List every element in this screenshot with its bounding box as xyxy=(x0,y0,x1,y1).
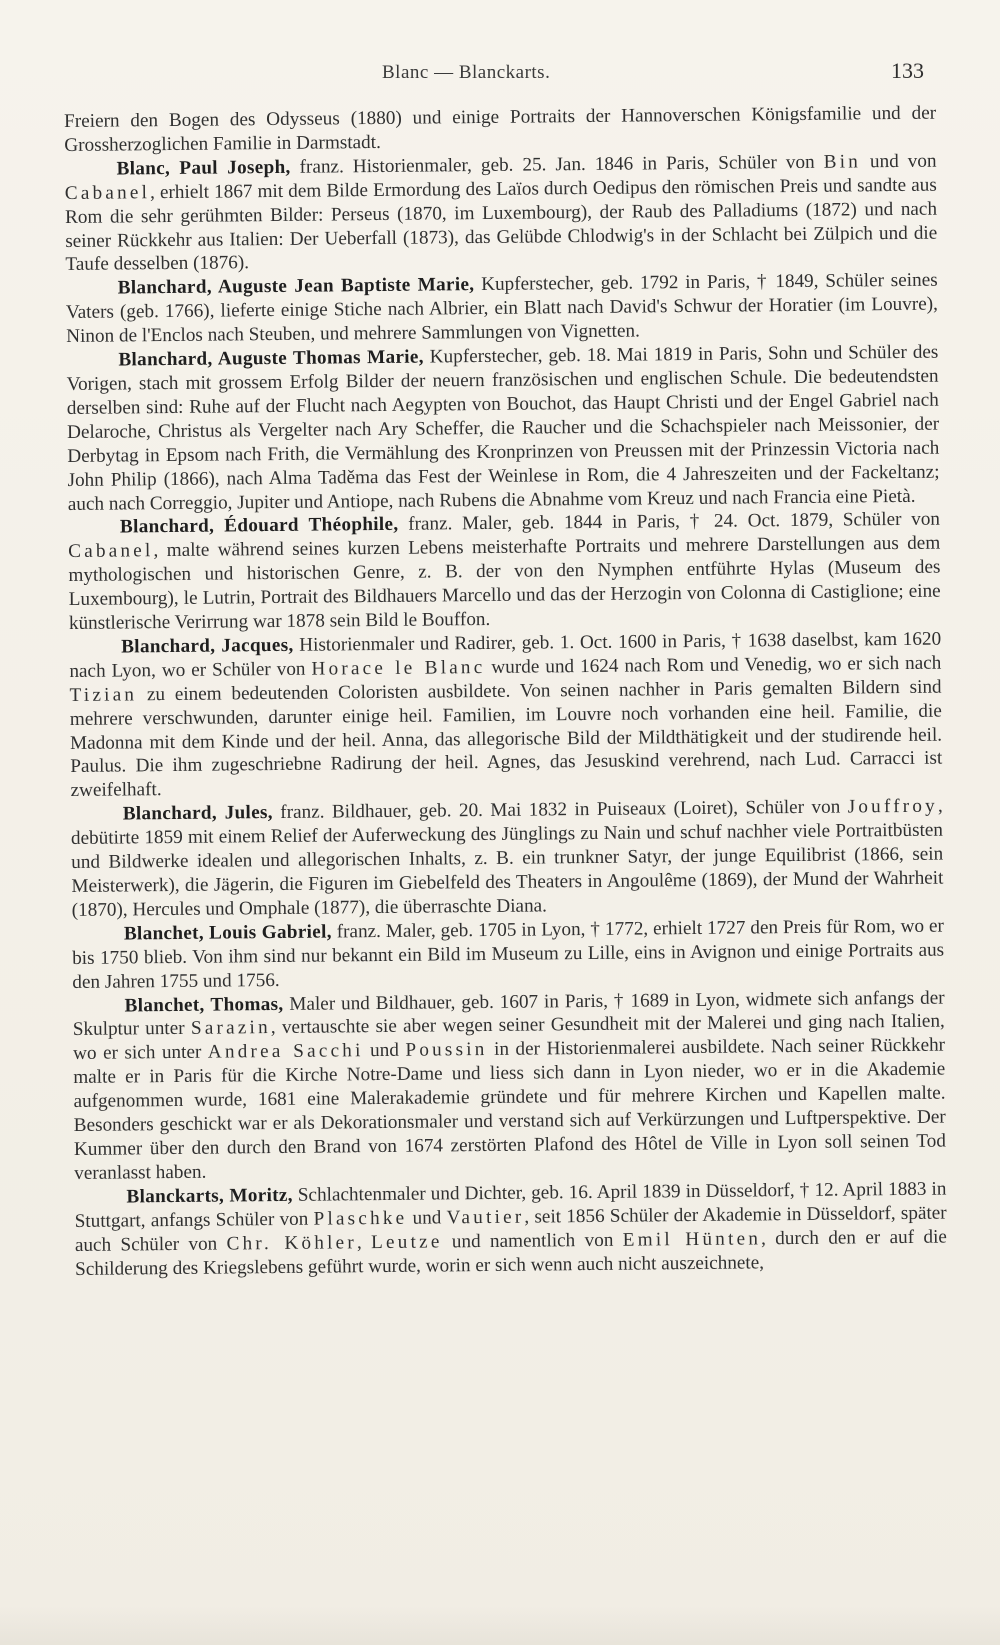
running-title: Blanc — Blanckarts. xyxy=(382,62,551,83)
entry-name: Blanchet, Thomas, xyxy=(124,993,284,1016)
entry-text: franz. Historienmaler, geb. 25. Jan. 1846 in Paris, Schüler von xyxy=(290,151,824,178)
entry-text: , durch den er auf die Schilderung des Kriegslebens geführt wurde, worin er sich wenn auch nicht auszeichnete, xyxy=(75,1226,947,1280)
entry-text: wurde und 1624 nach Rom und Venedig, wo er sich nach xyxy=(485,652,942,678)
entry-text: und xyxy=(407,1207,447,1229)
entry-blanckarts-moritz xyxy=(74,1177,947,1281)
entry-blanchard-jacques xyxy=(69,628,943,804)
entry-text: und xyxy=(363,1040,406,1062)
entry-name: Blanchet, Louis Gabriel, xyxy=(123,921,332,945)
page-number: 133 xyxy=(891,58,924,83)
entry-text: Schlachtenmaler und Dichter, geb. 16. April 1839 in Düsseldorf, † 12. April 1883 in Stuttgart, anfangs Schüler von xyxy=(74,1178,947,1232)
entry-name: Blanckarts, Moritz, xyxy=(126,1184,293,1208)
page-edge-shadow xyxy=(0,1605,1000,1645)
entry-text: Historienmaler und Radirer, geb. 1. Oct. 1600 in Paris, † 1638 daselbst, kam 1620 nach Lyon, wo er Schüler von xyxy=(69,628,942,682)
paragraph-continuation xyxy=(64,102,936,158)
entry-text: Kupferstecher, geb. 1792 in Paris, † 1849, Schüler seines Vaters (geb. 1766), lieferte einige Stiche nach Albrier, ein Blatt nach David's Schwur der Horatier (im Louvre), Ninon de l'Enclos nach Steuben, und mehrere Sammlungen von Vignetten. xyxy=(65,269,939,348)
entry-text: Kupferstecher, geb. 18. Mai 1819 in Paris, Sohn und Schüler des Vorigen, stach mit grossem Erfolg Bilder der neuern französischen und englischen Schule. Die bedeutendsten derselben sind: Ruhe auf der Flucht nach Aegypten von Bouchot, das Haupt Christi und der Engel Gabriel nach Delaroche, Christus als Vergelter nach Ary Scheffer, die Raucher und die Schachspieler nach Meissonier, der Derbytag in Epsom nach Frith, die Vermählung des Kronprinzen von Preussen mit der Prinzessin Victoria nach John Philip (1866), nach Alma Taděma das Fest der Weinlese in Rom, die 4 Jahreszeiten und der Fackeltanz; auch nach Correggio, Jupiter und Antiope, nach Rubens die Abnahme vom Kreuz und nach Francia eine Pietà. xyxy=(66,341,940,515)
entry-text: , debütirte 1859 mit einem Relief der Auferweckung des Jünglings zu Nain und schuf nachher viele Portraitbüsten und Bildwerke idealen und allegorischen Inhalts, z. B. ein trunkner Satyr, der junge Equilibrist (1866, sein Meisterwerk), die Jägerin, die Figuren im Giebelfeld des Theaters in Angoulême (1869), der Mund der Wahrheit (1870), Hercules und Omphale (1877), die überraschte Diana. xyxy=(70,795,944,921)
entry-name: Blanchard, Jules, xyxy=(122,802,273,825)
entry-blanchard-edouard-theophile xyxy=(68,508,941,636)
page-header xyxy=(62,56,934,96)
spaced-name-text: Poussin xyxy=(405,1039,488,1062)
entry-blanc-paul-joseph xyxy=(64,149,937,277)
entry-text: Freiern den Bogen des Odysseus (1880) und einige Portraits der Hannoverschen Königsfamilie und der Grossherzoglichen Familie in Darmstadt. xyxy=(64,102,937,156)
entry-text: und namentlich von xyxy=(442,1229,623,1253)
spaced-name-text: Jouffroy xyxy=(847,795,939,818)
spaced-name-text: Chr. Köhler xyxy=(226,1231,358,1255)
entry-text: , xyxy=(356,1231,372,1253)
spaced-name-text: Vautier xyxy=(446,1206,525,1229)
entry-blanchard-auguste-thomas-marie xyxy=(66,341,940,517)
entry-name: Blanc, Paul Joseph, xyxy=(116,156,291,180)
entry-name: Blanchard, Édouard Théophile, xyxy=(119,514,399,538)
entry-text: Maler und Bildhauer, geb. 1607 in Paris, † 1689 in Lyon, widmete sich anfangs der Skulptur unter xyxy=(72,987,945,1041)
entry-name: Blanchard, Jacques, xyxy=(121,634,294,658)
spaced-name-text: Plaschke xyxy=(313,1207,408,1230)
entry-blanchet-louis-gabriel xyxy=(72,914,945,994)
entry-text: , vertauschte sie aber wegen seiner Gesundheit mit der Malerei und ging nach Italien, wo er sich unter xyxy=(72,1011,945,1065)
entry-text: und von xyxy=(860,150,937,173)
entry-text: , seit 1856 Schüler der Akademie in Düsseldorf, später auch Schüler von xyxy=(74,1202,947,1256)
spaced-name-text: Emil Hünten xyxy=(622,1227,762,1251)
entry-text: franz. Maler, geb. 1705 in Lyon, † 1772, erhielt 1727 den Preis für Rom, wo er bis 1750 blieb. Von ihm sind nur bekannt ein Bild im Museum zu Lille, eins in Avignon und einige Portraits aus den Jahren 1755 und 1756. xyxy=(72,915,945,993)
entry-name: Blanchard, Auguste Jean Baptiste Marie, xyxy=(117,274,475,299)
entry-blanchard-auguste-jean-baptiste-marie xyxy=(66,269,939,349)
entry-text: franz. Maler, geb. 1844 in Paris, † 24. Oct. 1879, Schüler von xyxy=(398,509,941,536)
entry-text: , erhielt 1867 mit dem Bilde Ermordung des Laïos durch Oedipus den römischen Preis und sandte aus Rom die sehr gerühmten Bilder: Perseus (1870, im Luxembourg), der Raub des Palladiums (1872) und nach seiner Rückkehr aus Italien: Der Ueberfall (1873), das Gelübde Chlodwig's in der Schlacht bei Zülpich und die Taufe desselben (1876). xyxy=(64,174,938,276)
spaced-name-text: Cabanel xyxy=(64,181,151,204)
spaced-name-text: Horace le Blanc xyxy=(311,656,486,680)
entry-text: in der Historienmalerei ausbildete. Nach seiner Rückkehr malte er in Paris für die Kirche Notre-Dame und liess sich dann in Lyon nieder, wo er in die Akademie aufgenommen wurde, 1681 eine Malerakademie gründete und für mehrere Kirchen und Kapellen malte. Besonders geschickt war er als Dekorationsmaler und verstand sich auf Verkürzungen und Luftperspektive. Der Kummer über den durch den Brand von 1674 zerstörten Plafond des Hôtel de Ville in Lyon soll seinen Tod veranlasst haben. xyxy=(73,1034,947,1184)
spaced-name-text: Cabanel xyxy=(68,540,154,563)
spaced-name-text: Leutze xyxy=(370,1231,443,1253)
dictionary-text-body xyxy=(64,102,947,1282)
entry-name: Blanchard, Auguste Thomas Marie, xyxy=(118,346,424,371)
entry-blanchet-thomas xyxy=(72,986,946,1186)
spaced-name-text: Sarazin xyxy=(190,1017,271,1040)
spaced-name-text: Bin xyxy=(823,151,862,173)
spaced-name-text: Tizian xyxy=(69,684,138,706)
entry-text: franz. Bildhauer, geb. 20. Mai 1832 in Puiseaux (Loiret), Schüler von xyxy=(272,796,848,824)
spaced-name-text: Andrea Sacchi xyxy=(207,1040,364,1064)
entry-text: zu einem bedeutenden Coloristen ausbildete. Von seinen nachher in Paris gemalten Bildern sind mehrere verschwunden, darunter einige heil. Familien, im Louvre noch vorhanden eine heil. Familie, die Madonna mit dem Kinde und der heil. Anna, das allegorische Bild der Mildthätigkeit und der studirende heil. Paulus. Die ihm zugeschriebne Radirung der heil. Agnes, das Jesuskind verehrend, nach Lud. Carracci ist zweifelhaft. xyxy=(69,676,943,802)
entry-blanchard-jules xyxy=(71,795,944,923)
entry-text: , malte während seines kurzen Lebens meisterhafte Portraits und mehrere Darstellungen aus dem mythologischen und historischen Genre, z. B. der von den Nymphen entführte Hylas (Museum des Luxembourg), le Lutrin, Portrait des Bildhauers Marcello und das der Herzogin von Colonna di Castiglione; eine künstlerische Verirrung war 1878 sein Bild le Bouffon. xyxy=(68,532,941,635)
